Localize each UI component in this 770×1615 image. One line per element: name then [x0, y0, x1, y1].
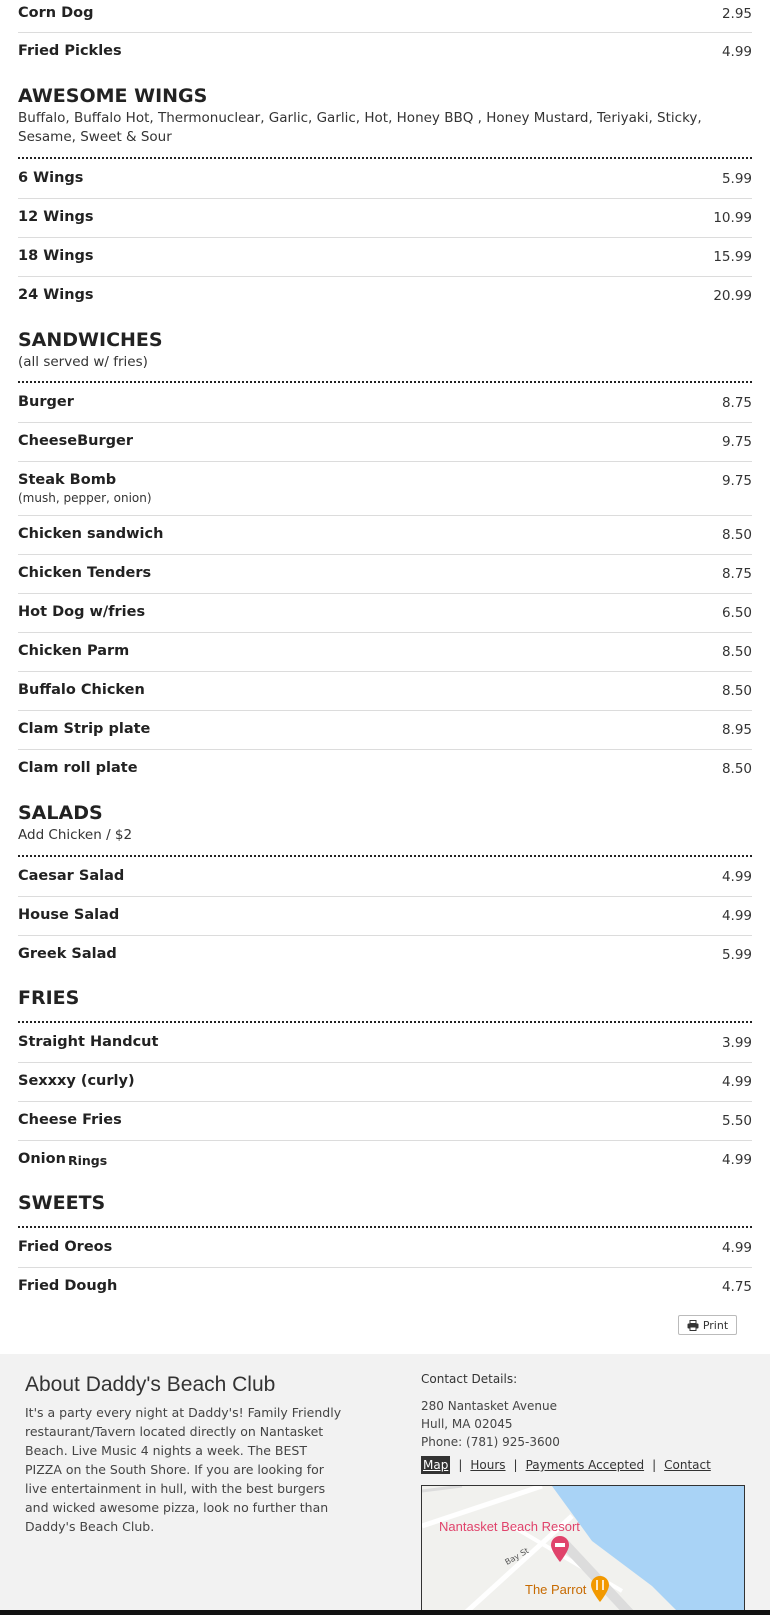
address-line-2: Hull, MA 02045 [421, 1417, 513, 1431]
item-description: (mush, pepper, onion) [18, 491, 152, 505]
menu-item [18, 1063, 752, 1102]
menu-item [18, 160, 752, 199]
link-separator: | [652, 1458, 657, 1472]
restaurant-pin-icon [590, 1576, 610, 1602]
category-divider [18, 1226, 752, 1228]
item-price: 8.50 [721, 761, 752, 777]
menu-item [18, 1268, 752, 1307]
item-name: Fried Dough [18, 1278, 118, 1294]
menu-item [18, 1102, 752, 1141]
hotel-pin-icon [550, 1536, 570, 1562]
item-name: Hot Dog w/fries [18, 604, 146, 620]
map[interactable] [421, 1485, 745, 1615]
menu-item [18, 1024, 752, 1063]
item-price: 5.99 [721, 947, 752, 963]
item-price: 8.50 [721, 527, 752, 543]
item-name: Buffalo Chicken [18, 682, 145, 698]
item-name: Onion [18, 1151, 66, 1167]
item-price: 4.99 [721, 908, 752, 924]
map-street-label: Bay St [503, 1546, 531, 1567]
item-price: 5.50 [721, 1113, 752, 1129]
menu-item [18, 33, 752, 72]
menu-item [18, 1141, 752, 1180]
menu-item [18, 277, 752, 316]
address-line-1: 280 Nantasket Avenue [421, 1399, 557, 1413]
menu-item [18, 238, 752, 277]
item-price: 2.95 [721, 6, 752, 22]
category-divider [18, 1021, 752, 1023]
menu-item [18, 594, 752, 633]
item-name: Chicken sandwich [18, 526, 164, 542]
contact-heading: Contact Details: [421, 1372, 518, 1386]
menu-item [18, 555, 752, 594]
category-subtitle: Add Chicken / $2 [18, 827, 133, 843]
about-title: About Daddy's Beach Club [25, 1373, 276, 1396]
menu-item [18, 672, 752, 711]
item-price: 10.99 [713, 210, 752, 226]
item-name: Straight Handcut [18, 1034, 159, 1050]
hours-link[interactable]: Hours [470, 1458, 506, 1472]
payments-link[interactable]: Payments Accepted [525, 1458, 645, 1472]
footer [0, 1354, 770, 1615]
category-divider [18, 381, 752, 383]
map-link[interactable]: Map [423, 1458, 449, 1472]
item-price: 8.75 [721, 566, 752, 582]
item-price: 4.99 [721, 1074, 752, 1090]
item-name-small: Rings [68, 1153, 108, 1168]
menu-item [18, 897, 752, 936]
map-restaurant-label: The Parrot [525, 1582, 587, 1597]
contact-link[interactable]: Contact [664, 1458, 711, 1472]
item-name: Clam roll plate [18, 760, 138, 776]
item-name: Chicken Tenders [18, 565, 152, 581]
phone: Phone: (781) 925-3600 [421, 1435, 560, 1449]
menu-item [18, 384, 752, 423]
item-price: 8.50 [721, 683, 752, 699]
category-title: FRIES [18, 987, 80, 1009]
menu-item [18, 423, 752, 462]
item-name: Fried Oreos [18, 1239, 113, 1255]
category-subtitle: (all served w/ fries) [18, 354, 148, 370]
menu-item [18, 0, 752, 33]
item-price: 4.99 [721, 1240, 752, 1256]
printer-icon [687, 1320, 699, 1331]
item-price: 4.75 [721, 1279, 752, 1295]
menu-item [18, 936, 752, 975]
item-name: Clam Strip plate [18, 721, 151, 737]
item-price: 4.99 [721, 44, 752, 60]
menu-item [18, 633, 752, 672]
item-price: 9.75 [721, 473, 752, 489]
menu-item [18, 199, 752, 238]
menu-item [18, 858, 752, 897]
category-title: SANDWICHES [18, 329, 163, 351]
category-title: AWESOME WINGS [18, 85, 208, 107]
item-name: Chicken Parm [18, 643, 130, 659]
item-name: Greek Salad [18, 946, 117, 962]
item-price: 8.50 [721, 644, 752, 660]
category-title: SALADS [18, 802, 103, 824]
menu-item [18, 711, 752, 750]
item-name: CheeseBurger [18, 433, 133, 449]
footer-links [421, 1456, 711, 1474]
menu-item [18, 462, 752, 516]
item-price: 8.95 [721, 722, 752, 738]
item-name: 12 Wings [18, 209, 94, 225]
item-price: 4.99 [721, 1152, 752, 1168]
item-name: Fried Pickles [18, 43, 122, 59]
category-title: SWEETS [18, 1192, 106, 1214]
item-price: 20.99 [713, 288, 752, 304]
menu-item [18, 750, 752, 789]
item-name: 18 Wings [18, 248, 94, 264]
category-divider [18, 855, 752, 857]
item-price: 5.99 [721, 171, 752, 187]
item-price: 9.75 [721, 434, 752, 450]
item-name: Sexxxy (curly) [18, 1073, 135, 1089]
item-name: House Salad [18, 907, 120, 923]
menu-item [18, 516, 752, 555]
item-price: 4.99 [721, 869, 752, 885]
about-text: It's a party every night at Daddy's! Family Friendly restaurant/Tavern located directly on Nantasket Beach. Live Music 4 nights a week. The BEST PIZZA on the South Shore. If you are looking for live entertainment in hull, with the best burgers and wicked awesome pizza, look no further than Daddy's Beach Club. [25, 1405, 342, 1534]
link-separator: | [513, 1458, 518, 1472]
item-name: Caesar Salad [18, 868, 125, 884]
item-name: 6 Wings [18, 170, 84, 186]
item-name: Cheese Fries [18, 1112, 122, 1128]
map-place-label: Nantasket Beach Resort [439, 1519, 580, 1534]
print-label: Print [702, 1318, 729, 1332]
item-price: 3.99 [721, 1035, 752, 1051]
bottom-bar [0, 1610, 770, 1615]
item-price: 6.50 [721, 605, 752, 621]
item-price: 15.99 [713, 249, 752, 265]
item-name: 24 Wings [18, 287, 94, 303]
category-subtitle: Buffalo, Buffalo Hot, Thermonuclear, Garlic, Garlic, Hot, Honey BBQ , Honey Mustard, Teriyaki, Sticky, Sesame, Sweet & Sour [18, 110, 702, 145]
print-button[interactable] [678, 1315, 737, 1335]
item-name: Burger [18, 394, 74, 410]
menu-item [18, 1229, 752, 1268]
link-separator: | [458, 1458, 463, 1472]
item-name: Steak Bomb [18, 472, 117, 488]
item-name: Corn Dog [18, 5, 94, 21]
category-divider [18, 157, 752, 159]
item-price: 8.75 [721, 395, 752, 411]
